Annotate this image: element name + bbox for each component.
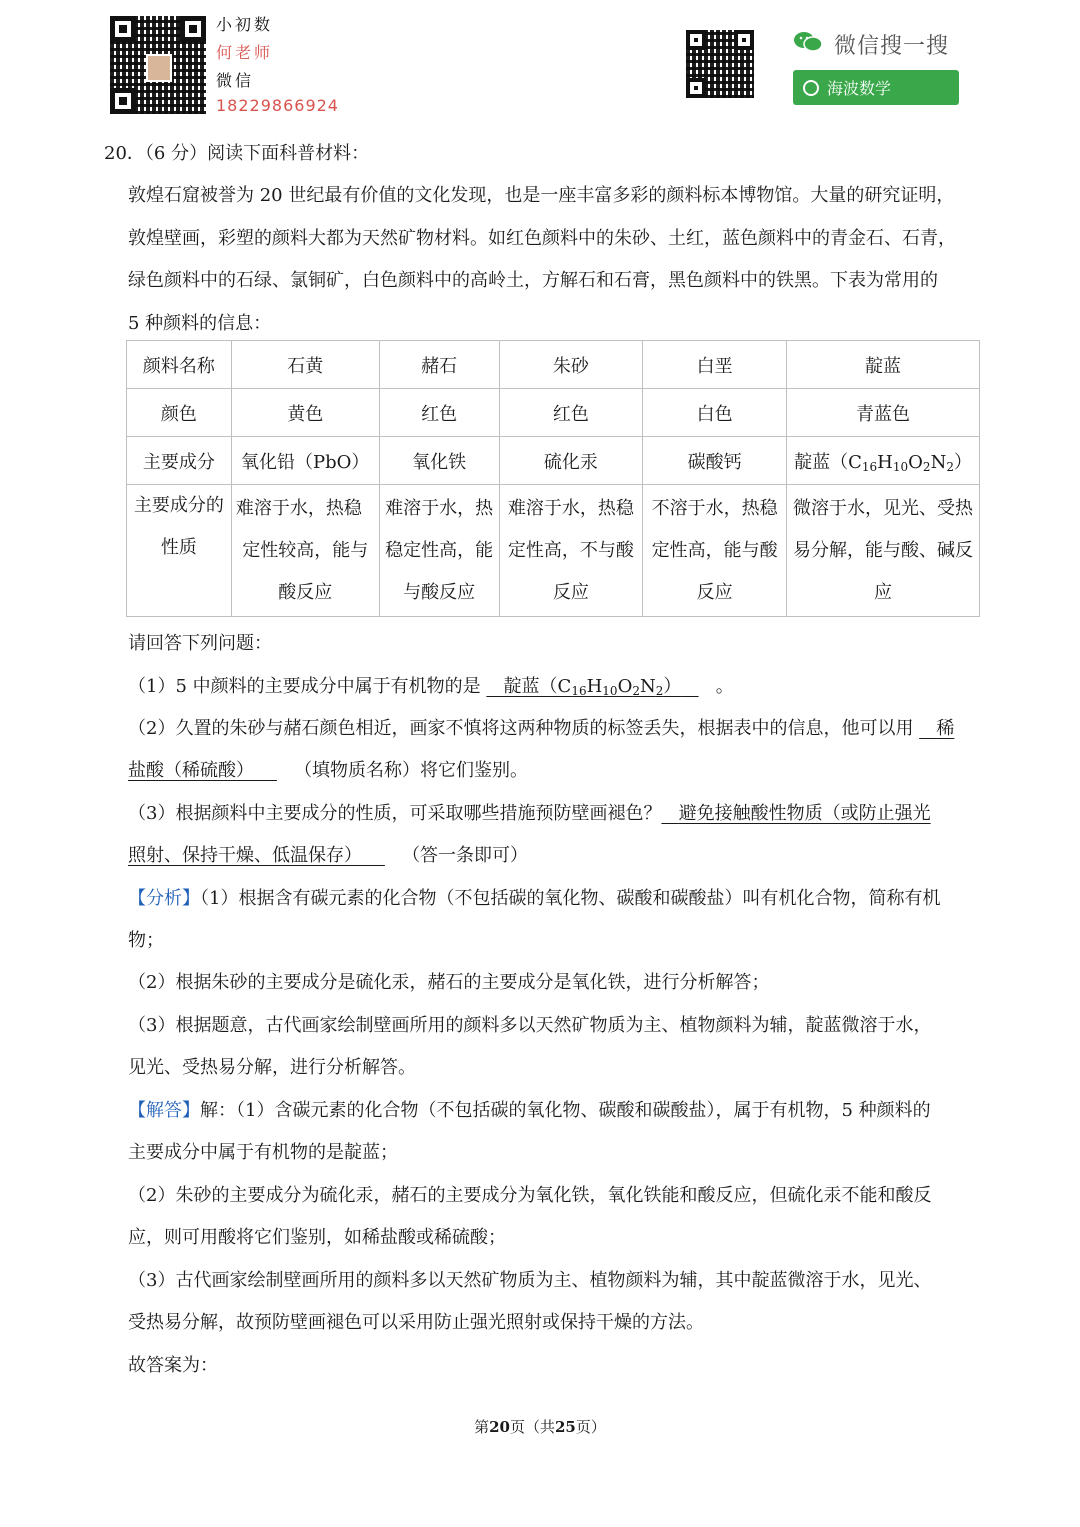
table-row — [127, 485, 980, 617]
avatar — [146, 54, 172, 82]
solution-line: 故答案为： — [128, 1355, 218, 1376]
table-cell: 难溶于水，热稳 定性高，不与酸 反应 — [499, 485, 643, 617]
table-cell: 黄色 — [231, 389, 379, 437]
table-cell: 硫化汞 — [499, 437, 643, 485]
table-cell: 不溶于水，热稳 定性高，能与酸 反应 — [643, 485, 787, 617]
table-cell: 石黄 — [231, 341, 379, 389]
handwriting-line: 小初数 — [216, 15, 274, 34]
solution-tag: 【解答】 — [128, 1100, 200, 1121]
solution-line: （2）朱砂的主要成分为硫化汞，赭石的主要成分为氧化铁，氧化铁能和酸反应，但硫化汞不能和酸反 — [128, 1185, 932, 1206]
handwriting-line: 何老师 — [216, 43, 274, 62]
wechat-search-button-label: 海波数学 — [827, 79, 892, 98]
search-icon — [803, 80, 819, 96]
qr-finder — [110, 16, 136, 42]
wechat-search-button[interactable] — [793, 70, 959, 105]
paragraph-line: 敦煌石窟被誉为 20 世纪最有价值的文化发现，也是一座丰富多彩的颜料标本博物馆。大量的研究证明， — [128, 185, 955, 206]
table-row — [127, 437, 980, 485]
paragraph-line: 5 种颜料的信息： — [128, 313, 272, 334]
answer-3-part-a: 避免接触酸性物质（或防止强光 — [678, 803, 931, 824]
answer-1: 靛蓝$(C_{16}H_{10}O_2N_2)$ — [503, 676, 682, 698]
table-cell: 主要成分 — [127, 437, 232, 485]
paragraph-line: 敦煌壁画，彩塑的颜料大都为天然矿物材料。如红色颜料中的朱砂、土红，蓝色颜料中的青金石、石青， — [128, 228, 956, 249]
analysis-line: （3）根据题意，古代画家绘制壁画所用的颜料多以天然矿物质为主、植物颜料为辅，靛蓝微溶于水， — [128, 1015, 932, 1036]
qr-finder — [180, 16, 206, 42]
table-cell: 碳酸钙 — [643, 437, 787, 485]
question-2: （2）久置的朱砂与赭石颜色相近，画家不慎将这两种物质的标签丢失，根据表中的信息，他可以用 稀 — [128, 718, 955, 739]
solution-line: 受热易分解，故预防壁画褪色可以采用防止强光照射或保持干燥的方法。 — [128, 1312, 704, 1333]
answer-3-part-b: 照射、保持干燥、低温保存） — [128, 845, 362, 866]
question-3: （3）根据颜料中主要成分的性质，可采取哪些措施预防壁画褪色？ 避免接触酸性物质（或防止强光 — [128, 803, 931, 824]
table-cell: 氧化铁 — [379, 437, 499, 485]
wechat-icon — [793, 30, 823, 54]
question-2-cont: 盐酸（稀硫酸） （填物质名称）将它们鉴别。 — [128, 760, 529, 781]
table-cell: 赭石 — [379, 341, 499, 389]
table-cell: 微溶于水，见光、受热 易分解，能与酸、碱反 应 — [787, 485, 980, 617]
handwriting-line: 微信 — [216, 71, 255, 90]
table-cell: 颜料名称 — [127, 341, 232, 389]
question-3-cont: 照射、保持干燥、低温保存） （答一条即可） — [128, 845, 529, 866]
analysis-line: 【分析】（1）根据含有碳元素的化合物（不包括碳的氧化物、碳酸和碳酸盐）叫有机化合物，简称有机 — [128, 888, 941, 909]
table-cell: 颜色 — [127, 389, 232, 437]
table-cell: 白垩 — [643, 341, 787, 389]
table-cell: 朱砂 — [499, 341, 643, 389]
page-number: 第20页（共25页） — [474, 1418, 606, 1436]
solution-line: （3）古代画家绘制壁画所用的颜料多以天然矿物质为主、植物颜料为辅，其中靛蓝微溶于水，见光、 — [128, 1270, 932, 1291]
table-cell: 红色 — [379, 389, 499, 437]
solution-line: 主要成分中属于有机物的是靛蓝； — [128, 1142, 398, 1163]
questions-intro: 请回答下列问题： — [128, 633, 272, 654]
table-cell-indigo-formula: 靛蓝$(C_{16}H_{10}O_2N_2)$ — [787, 437, 980, 485]
qr-finder — [686, 78, 706, 98]
pigment-table — [126, 340, 980, 617]
solution-line: 应，则可用酸将它们鉴别，如稀盐酸或稀硫酸； — [128, 1227, 506, 1248]
table-cell: 难溶于水，热稳 定性较高，能与 酸反应 — [231, 485, 379, 617]
table-cell: 白色 — [643, 389, 787, 437]
table-row — [127, 389, 980, 437]
qr-finder — [686, 30, 706, 50]
wechat-search-label: 微信搜一搜 — [834, 34, 950, 59]
question-1: （1）5 中颜料的主要成分中属于有机物的是 靛蓝$(C_{16}H_{10}O_2N_2)$ 。 — [128, 676, 734, 698]
answer-2-part-b: 盐酸（稀硫酸） — [128, 760, 254, 781]
table-cell: 主要成分的 性质 — [127, 485, 232, 617]
analysis-line: （2）根据朱砂的主要成分是硫化汞，赭石的主要成分是氧化铁，进行分析解答； — [128, 972, 770, 993]
answer-2-part-a: 稀 — [936, 718, 955, 739]
table-cell: 难溶于水，热 稳定性高，能 与酸反应 — [379, 485, 499, 617]
table-cell: 红色 — [499, 389, 643, 437]
analysis-line: 见光、受热易分解，进行分析解答。 — [128, 1057, 416, 1078]
qr-finder — [110, 88, 136, 114]
qr-finder — [734, 30, 754, 50]
table-cell: 靛蓝 — [787, 341, 980, 389]
analysis-line: 物； — [128, 930, 164, 951]
handwriting-phone: 18229866924 — [216, 96, 339, 115]
table-cell: 氧化铅（PbO） — [231, 437, 379, 485]
table-row — [127, 341, 980, 389]
question-title: 20．（6 分）阅读下面科普材料： — [104, 143, 370, 164]
paragraph-line: 绿色颜料中的石绿、氯铜矿，白色颜料中的高岭土，方解石和石膏，黑色颜料中的铁黑。下表为常用的 — [128, 270, 938, 291]
analysis-tag: 【分析】 — [128, 888, 200, 909]
solution-line: 【解答】解：（1）含碳元素的化合物（不包括碳的氧化物、碳酸和碳酸盐），属于有机物，5 种颜料的 — [128, 1100, 931, 1121]
table-cell: 青蓝色 — [787, 389, 980, 437]
